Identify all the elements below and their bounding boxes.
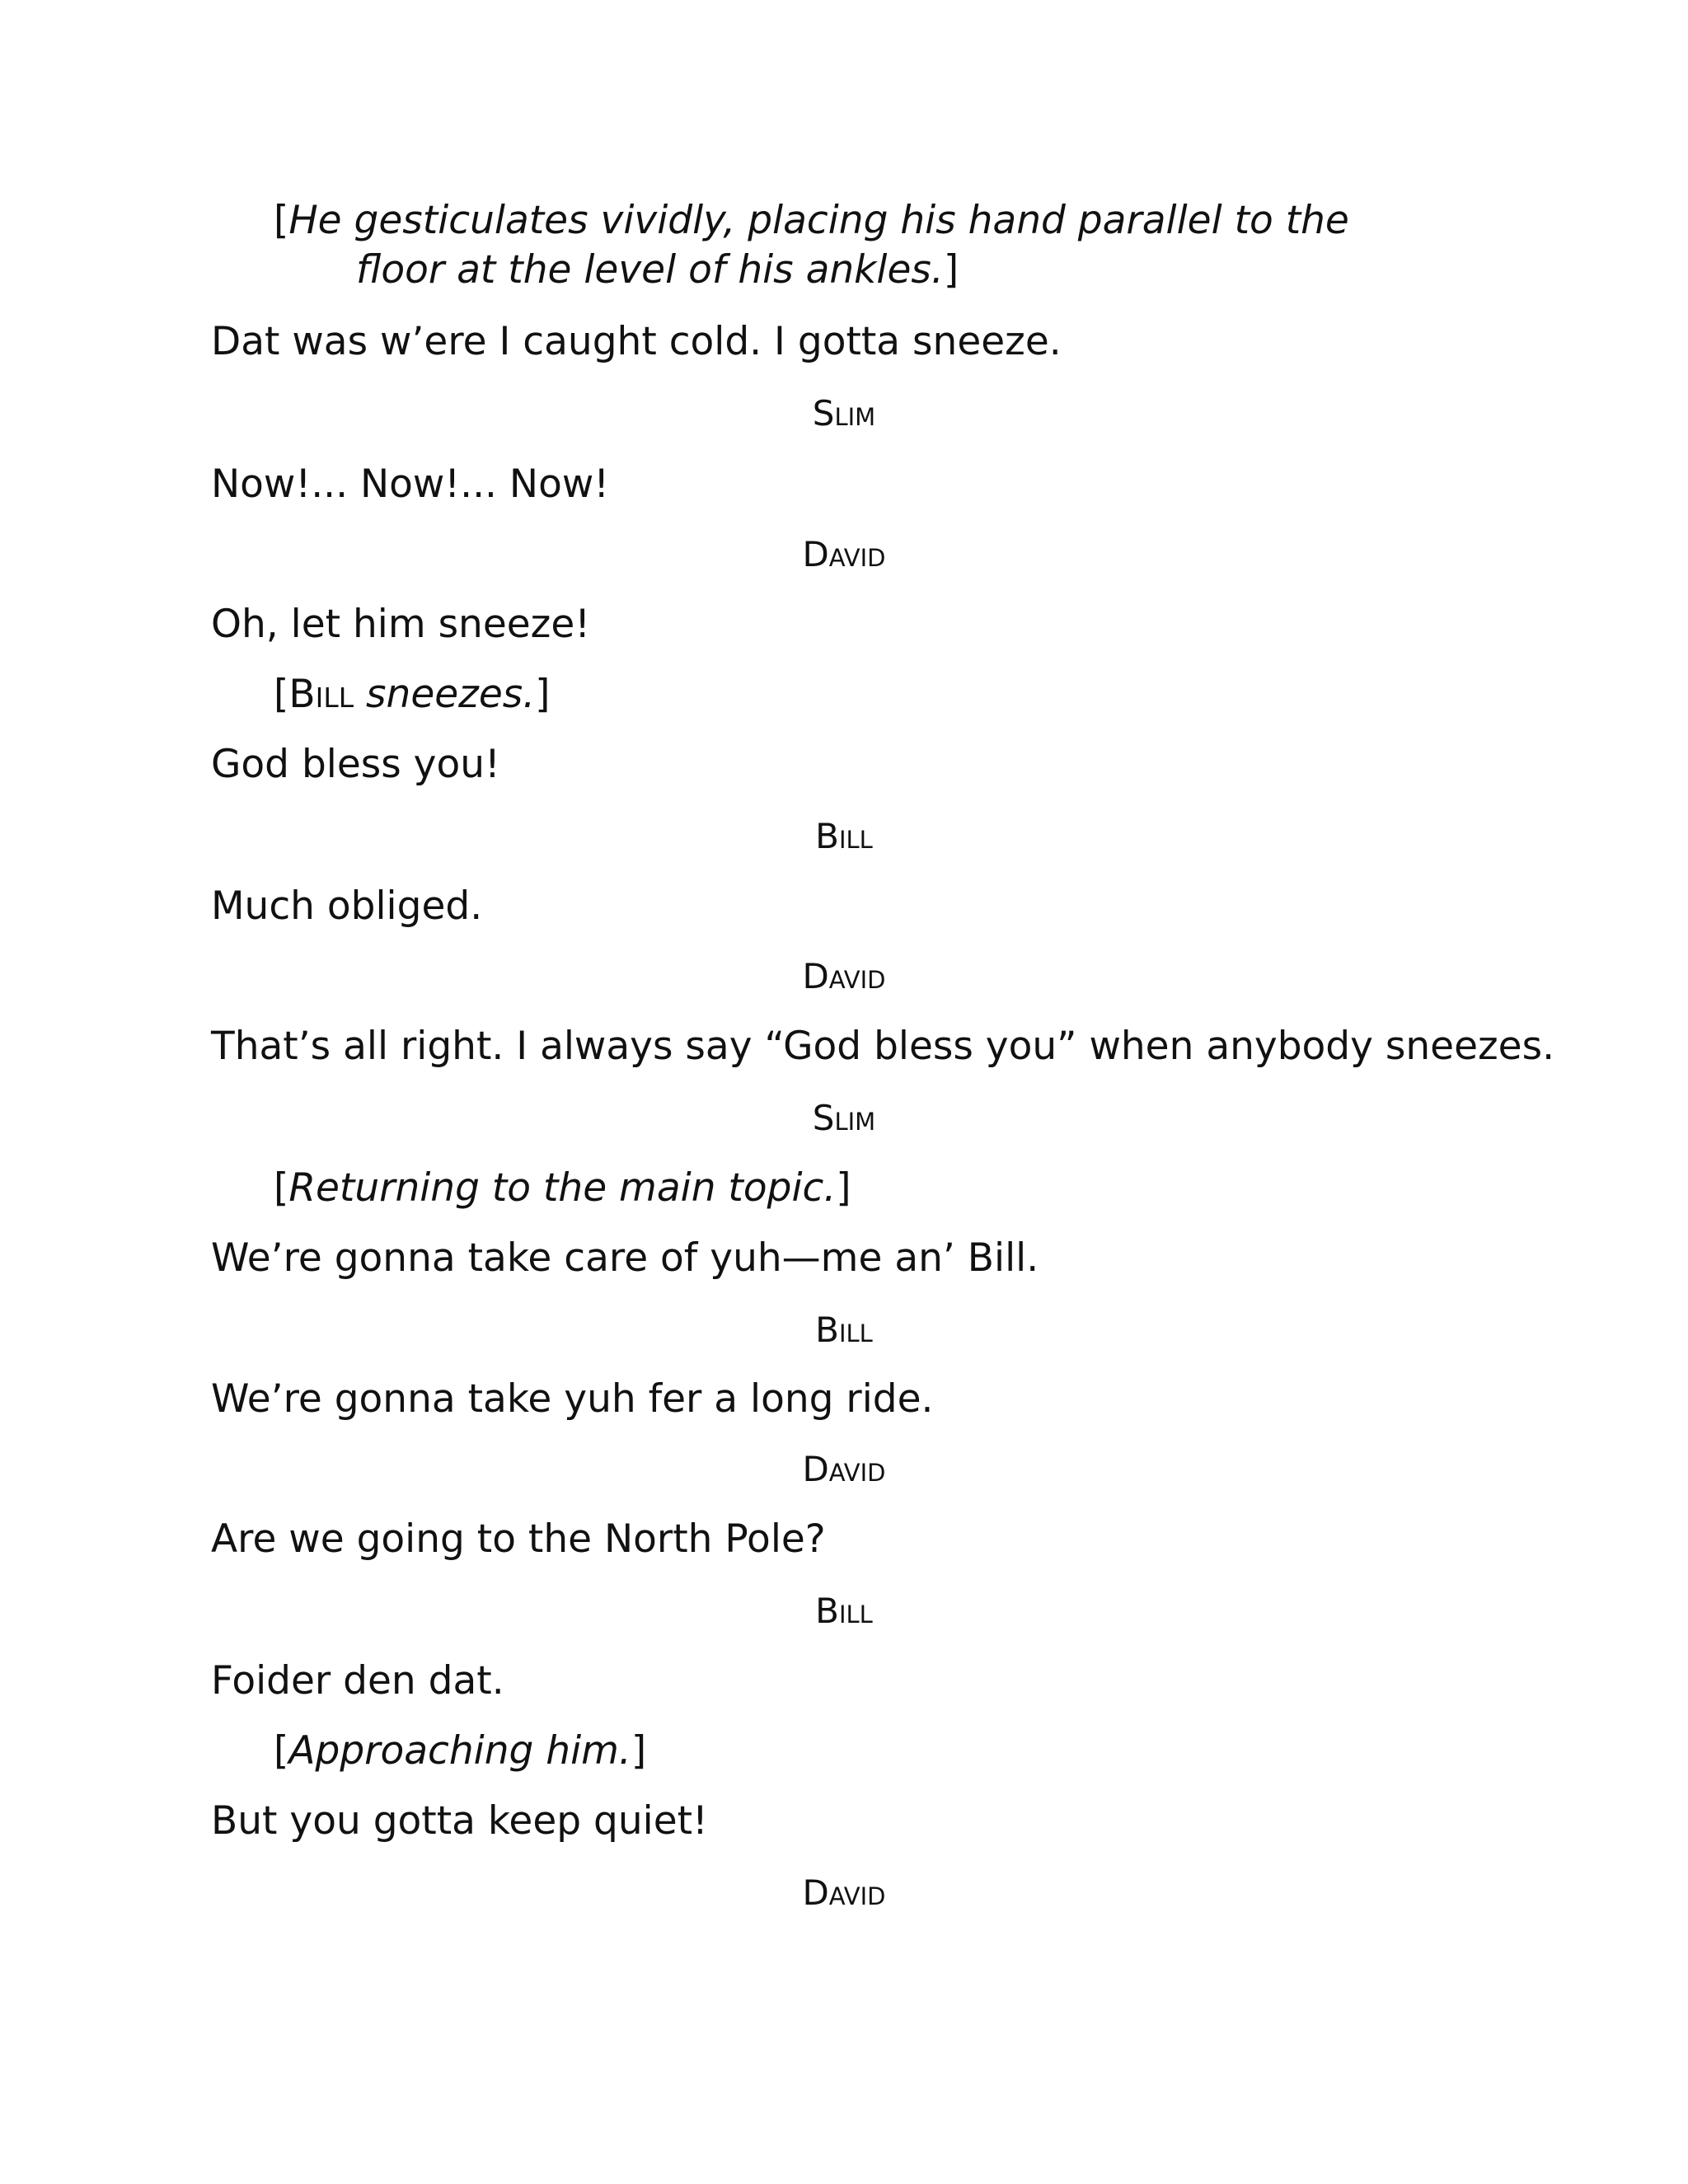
bracket-open: [ bbox=[274, 198, 289, 243]
bracket-open: [ bbox=[274, 1165, 289, 1211]
speaker-name: Slim bbox=[812, 393, 876, 434]
stage-direction-text: He gesticulates vividly, placing his hand parallel to the bbox=[288, 198, 1349, 243]
speaker-name: David bbox=[802, 1872, 886, 1913]
stage-direction bbox=[274, 1164, 851, 1213]
speaker-name: Bill bbox=[815, 1591, 873, 1631]
dialogue-line: Are we going to the North Pole? bbox=[211, 1516, 826, 1562]
character-name-inline: Bill bbox=[288, 672, 354, 717]
bracket-close: ] bbox=[943, 247, 959, 293]
dialogue-line: Oh, let him sneeze! bbox=[211, 602, 591, 647]
bracket-open: [ bbox=[274, 672, 289, 717]
speaker-name: Bill bbox=[815, 816, 873, 856]
stage-direction-text: floor at the level of his ankles. bbox=[356, 247, 944, 293]
dialogue-line: Now!... Now!... Now! bbox=[211, 462, 610, 507]
speaker-name: David bbox=[802, 1449, 886, 1489]
dialogue-line: Foider den dat. bbox=[211, 1658, 504, 1704]
dialogue-line: But you gotta keep quiet! bbox=[211, 1798, 708, 1844]
stage-direction-text: Returning to the main topic. bbox=[288, 1165, 837, 1211]
bracket-open: [ bbox=[274, 1728, 289, 1774]
bracket-close: ] bbox=[836, 1165, 851, 1211]
speaker-name: Slim bbox=[812, 1098, 876, 1138]
dialogue-line: Dat was w’ere I caught cold. I gotta sneeze. bbox=[211, 319, 1062, 364]
dialogue-line: That’s all right. I always say “God bless you” when anybody sneezes. bbox=[211, 1024, 1555, 1069]
stage-direction bbox=[274, 670, 551, 719]
speaker-name: David bbox=[802, 534, 886, 574]
stage-direction-line-1 bbox=[274, 196, 1349, 246]
dialogue-line: We’re gonna take care of yuh—me an’ Bill. bbox=[211, 1235, 1039, 1281]
stage-direction bbox=[274, 1727, 646, 1776]
speaker-name: Bill bbox=[815, 1310, 873, 1350]
bracket-close: ] bbox=[535, 672, 551, 717]
dialogue-line: God bless you! bbox=[211, 742, 500, 787]
stage-direction-text: Approaching him. bbox=[288, 1728, 631, 1774]
dialogue-line: Much obliged. bbox=[211, 883, 483, 929]
speaker-name: David bbox=[802, 956, 886, 996]
dialogue-line: We’re gonna take yuh fer a long ride. bbox=[211, 1376, 934, 1422]
bracket-close: ] bbox=[631, 1728, 647, 1774]
stage-direction-line-2 bbox=[356, 246, 959, 295]
stage-direction-text: sneezes. bbox=[366, 672, 536, 717]
